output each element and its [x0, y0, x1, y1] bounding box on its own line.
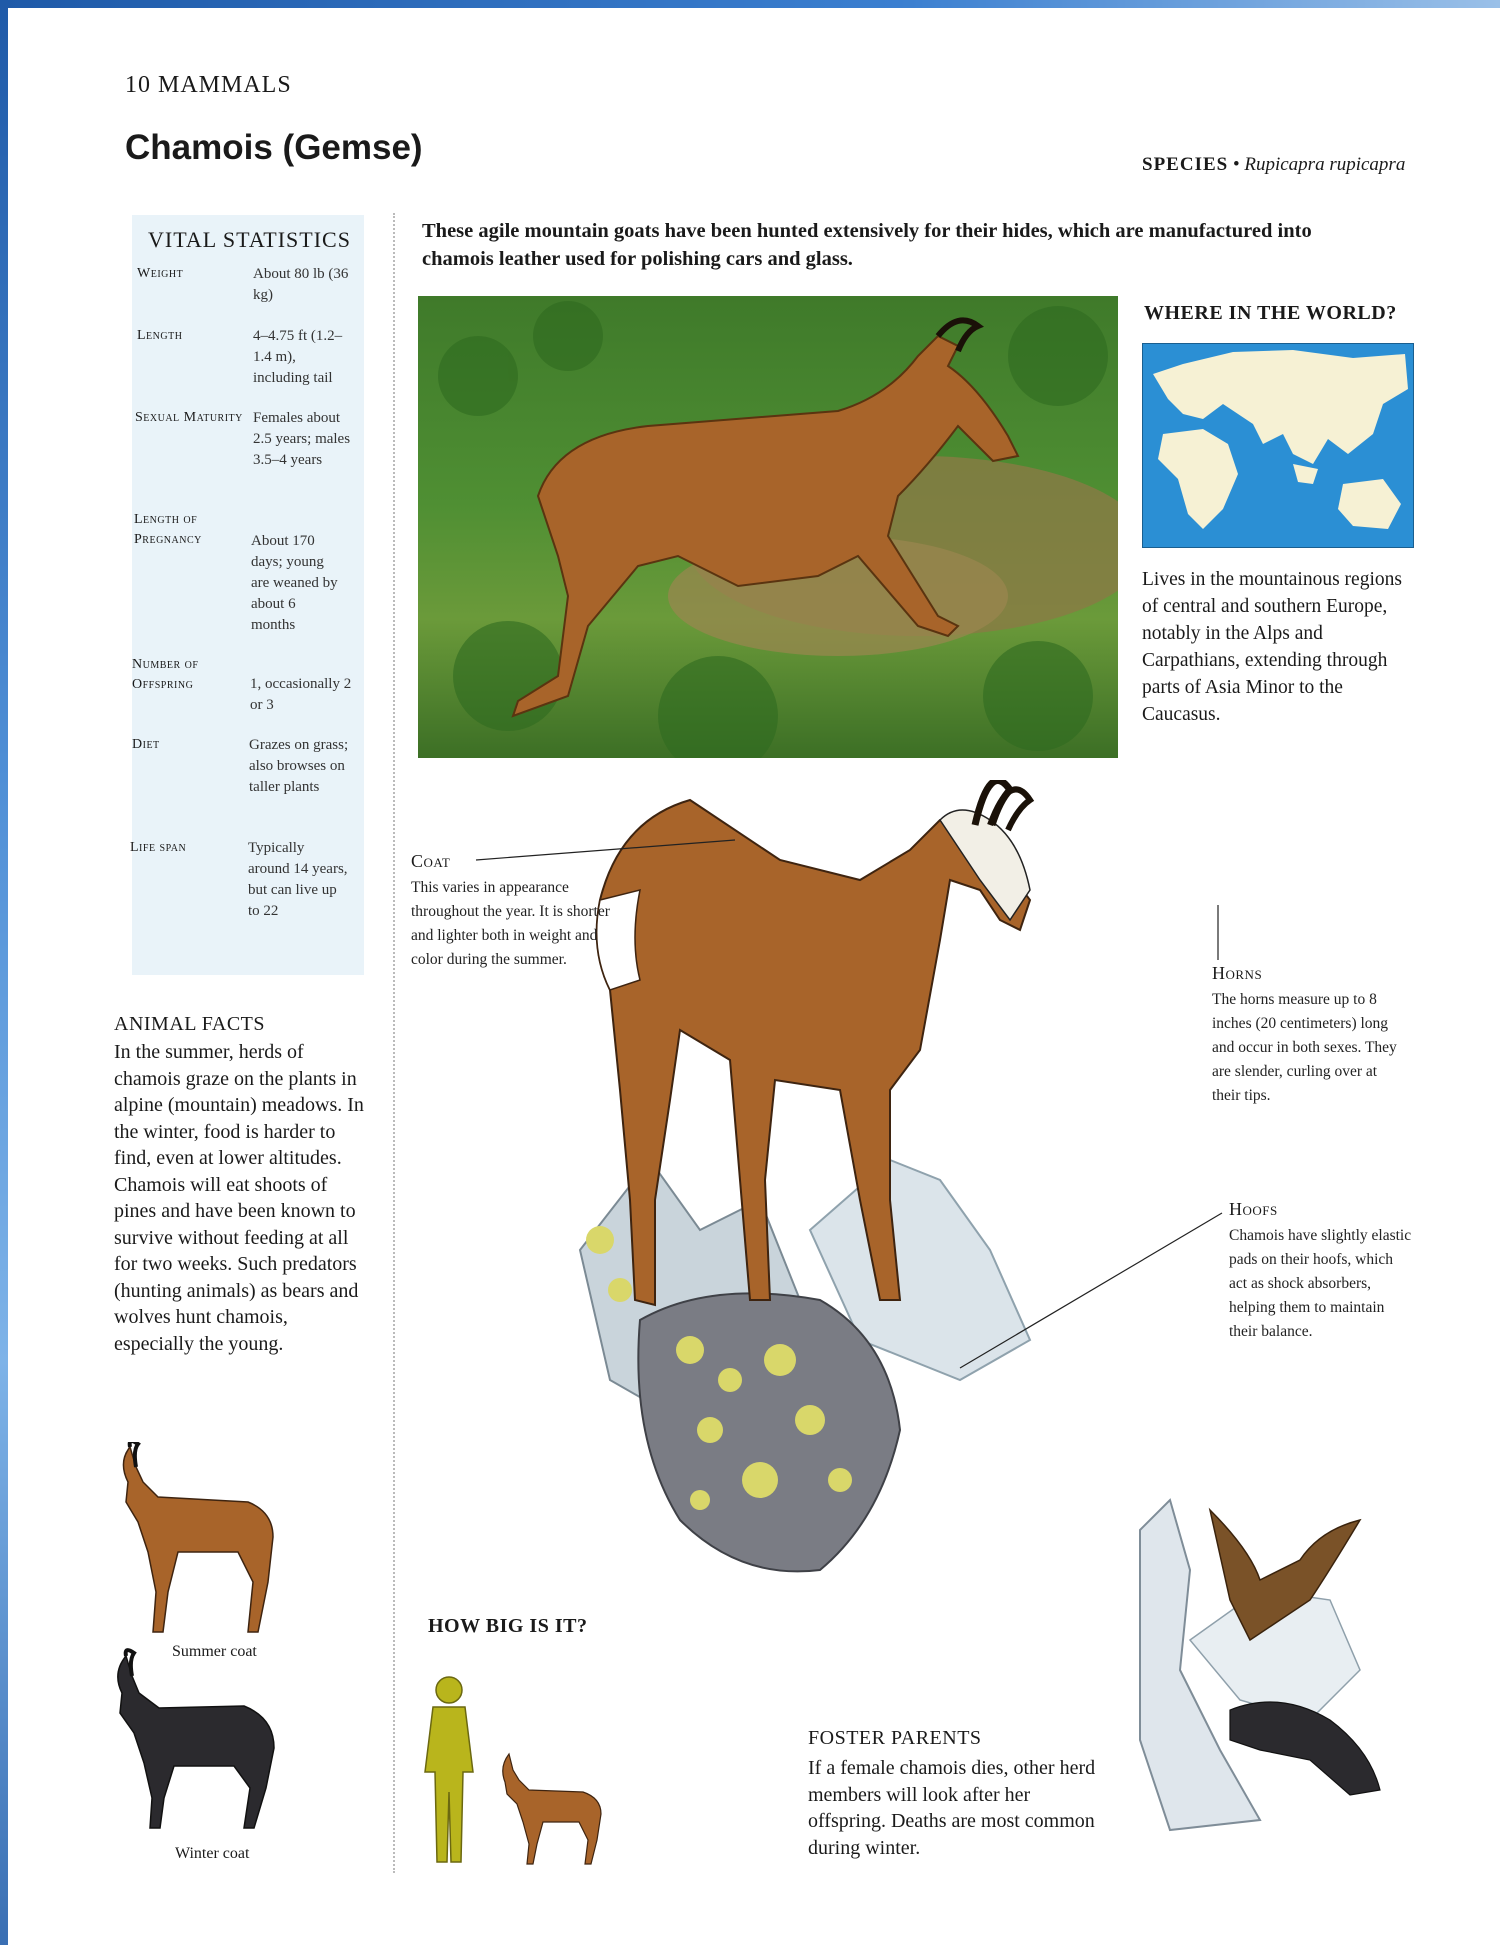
- vital-value-pregnancy: About 170 days; young are weaned by about 6 months: [251, 533, 338, 633]
- animal-facts-title: ANIMAL FACTS: [114, 1013, 266, 1035]
- hoofs-callout-title: Hoofs: [1229, 1199, 1278, 1219]
- vital-key-offspring: Number of Offspring: [132, 657, 199, 692]
- how-big-title: HOW BIG IS IT?: [428, 1615, 588, 1637]
- species-name: Rupicapra rupicapra: [1244, 154, 1406, 175]
- human-silhouette: [425, 1677, 473, 1862]
- vital-value-diet: Grazes on grass; also browses on taller plants: [249, 737, 349, 795]
- size-comparison: [413, 1672, 613, 1872]
- foster-parents-title: FOSTER PARENTS: [808, 1727, 982, 1749]
- vital-key-sexual-maturity: Sexual Maturity: [135, 410, 243, 425]
- horns-callout-text: The horns measure up to 8 inches (20 centimeters) long and occur in both sexes. They are slender, curling over at their tips.: [1212, 991, 1397, 1104]
- winter-coat-illustration: [104, 1648, 284, 1838]
- vital-key-diet: Diet: [132, 737, 160, 752]
- species-separator: •: [1232, 154, 1240, 175]
- section-label: 10 MAMMALS: [125, 72, 292, 98]
- hoofs-callout-text: Chamois have slightly elastic pads on their hoofs, which act as shock absorbers, helping them to maintain their balance.: [1229, 1227, 1412, 1340]
- hoofs-callout-line: [960, 1213, 1222, 1368]
- coat-callout-text: This varies in appearance throughout the year. It is shorter and lighter both in weight and color during the summer.: [411, 879, 610, 968]
- vital-value-sexual-maturity: Females about 2.5 years; males 3.5–4 years: [253, 410, 351, 468]
- vital-key-life-span: Life span: [130, 840, 187, 855]
- coat-callout-title: Coat: [411, 851, 451, 871]
- vital-value-weight: About 80 lb (36 kg): [253, 266, 349, 303]
- vital-value-offspring: 1, occasionally 2 or 3: [250, 676, 352, 713]
- intro-text: These agile mountain goats have been hunted extensively for their hides, which are manufactured into chamois leather used for polishing cars and glass.: [422, 220, 1312, 270]
- where-in-the-world-title: WHERE IN THE WORLD?: [1144, 302, 1397, 324]
- vital-value-life-span: Typically around 14 years, but can live up to 22: [248, 840, 348, 919]
- coat-callout-line: [476, 840, 735, 860]
- where-in-the-world-text: Lives in the mountainous regions of central and southern Europe, notably in the Alps and Carpathians, extending through parts of Asia Minor to the Caucasus.: [1142, 569, 1402, 725]
- vital-value-length: 4–4.75 ft (1.2–1.4 m), including tail: [253, 328, 343, 386]
- vital-statistics-title: VITAL STATISTICS: [148, 227, 351, 252]
- horns-callout-title: Horns: [1212, 963, 1263, 983]
- winter-coat-caption: Winter coat: [175, 1845, 250, 1862]
- animal-facts-text: In the summer, herds of chamois graze on the plants in alpine (mountain) meadows. In the winter, food is harder to find, even at lower altitudes. Chamois will eat shoots of pines and have been known to survive without feeding at all for two weeks. Such predators (hunting animals) as bears and wolves hunt chamois, especially the young.: [114, 1041, 364, 1355]
- summer-coat-illustration: [108, 1442, 288, 1642]
- vital-key-pregnancy: Length of Pregnancy: [134, 512, 202, 547]
- eagle-illustration: [1130, 1490, 1410, 1850]
- chamois-size-figure: [503, 1754, 601, 1864]
- vital-key-weight: Weight: [137, 266, 184, 281]
- summer-coat-caption: Summer coat: [172, 1643, 257, 1660]
- vital-key-length: Length: [137, 328, 183, 343]
- species-label: SPECIES: [1142, 154, 1229, 175]
- page-title: Chamois (Gemse): [125, 128, 423, 167]
- foster-parents-text: If a female chamois dies, other herd members will look after her offspring. Deaths are most common during winter.: [808, 1757, 1096, 1859]
